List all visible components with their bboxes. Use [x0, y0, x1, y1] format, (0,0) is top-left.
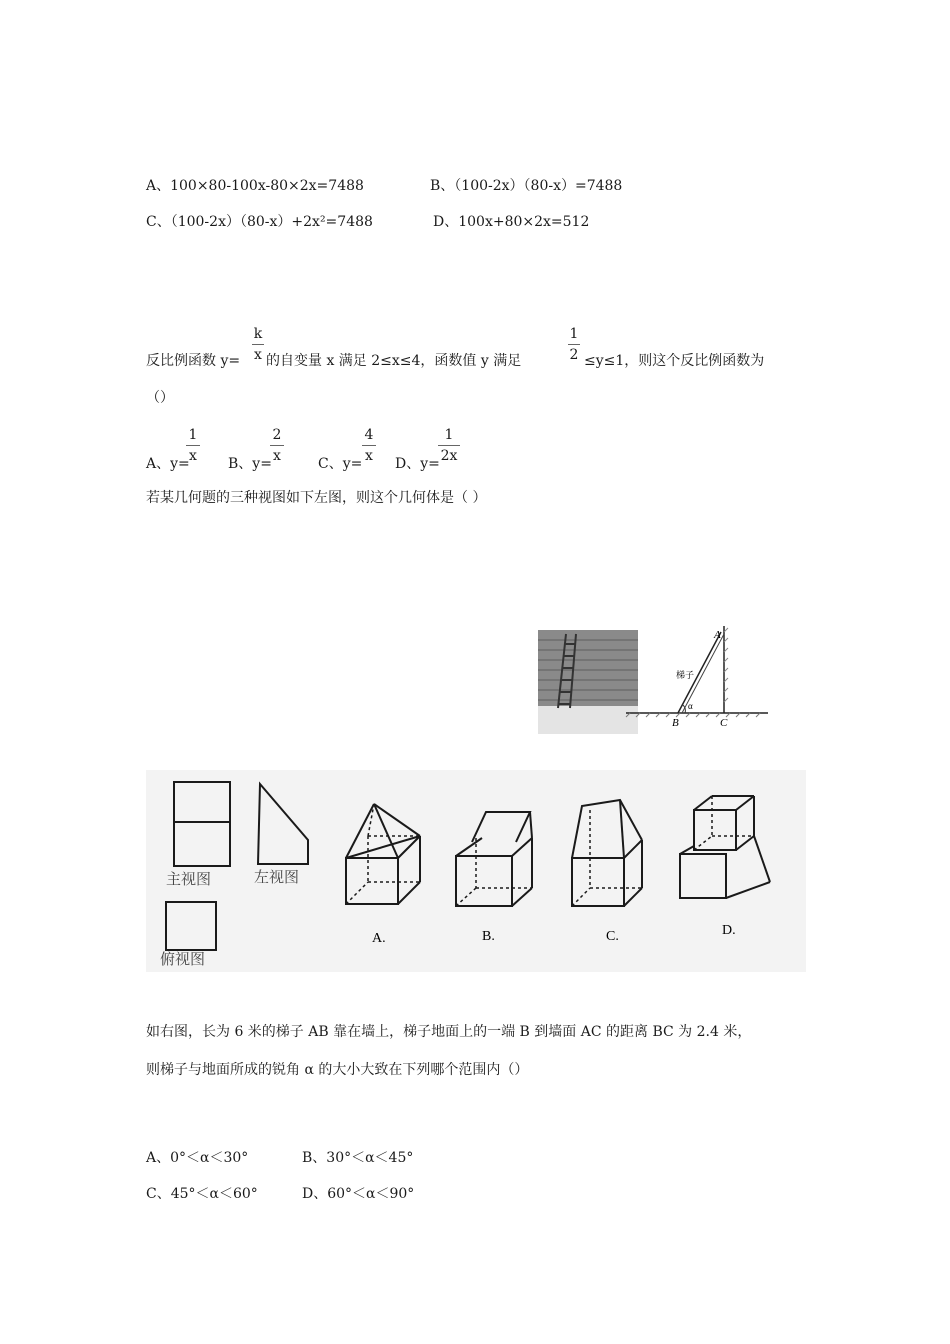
fraction-numerator: 1 [569, 326, 579, 342]
choice-d-label: D. [722, 923, 736, 938]
fraction-bar [186, 445, 200, 446]
point-b-label: B [672, 717, 679, 729]
angle-alpha-label: α [688, 701, 693, 711]
q2-option-d-label: D、y= [395, 456, 440, 472]
fraction-denominator: 2x [440, 448, 458, 464]
q2-option-a-fraction [186, 427, 200, 464]
three-views-figure [146, 770, 806, 972]
fraction-denominator: x [365, 448, 373, 464]
q2-stem-part3: ≤y≤1，则这个反比例函数为 [584, 353, 765, 369]
point-c-label: C [720, 717, 728, 729]
fraction-numerator: 1 [188, 427, 198, 443]
fraction-bar [252, 344, 264, 345]
choice-b-label: B. [482, 929, 495, 944]
q4-option-b: B、30°＜α＜45° [302, 1150, 414, 1166]
fraction-numerator: k [253, 326, 263, 342]
fraction-denominator: x [189, 448, 197, 464]
fraction-bar [568, 344, 580, 345]
q2-option-b-label: B、y= [228, 456, 272, 472]
ladder-label: 梯子 [676, 671, 695, 681]
q2-option-d-fraction [438, 427, 460, 464]
ground-photo [538, 706, 638, 734]
fraction-bar [438, 445, 460, 446]
q2-stem-part1: 反比例函数 y= [146, 353, 241, 369]
choice-c-label: C. [606, 929, 619, 944]
q1-option-a: A、100×80-100x-80×2x=7488 [146, 178, 364, 194]
point-a-label: A [714, 629, 721, 641]
brick-wall [538, 630, 638, 706]
left-view-label: 左视图 [254, 868, 300, 886]
fraction-bar [270, 445, 284, 446]
fraction-numerator: 2 [272, 427, 282, 443]
q2-option-c-fraction [362, 427, 376, 464]
q2-fraction-one-half [568, 326, 580, 363]
q2-option-c-label: C、y= [318, 456, 363, 472]
q4-option-a: A、0°＜α＜30° [146, 1150, 249, 1166]
fraction-numerator: 1 [444, 427, 454, 443]
choice-a-label: A. [372, 931, 386, 946]
top-view-label: 俯视图 [160, 950, 206, 968]
fraction-numerator: 4 [364, 427, 374, 443]
q4-stem-line2: 则梯子与地面所成的锐角 α 的大小大致在下列哪个范围内（） [146, 1062, 529, 1078]
q1-option-d: D、100x+80×2x=512 [433, 214, 590, 230]
q2-option-b-fraction [270, 427, 284, 464]
q2-option-a-label: A、y= [146, 456, 190, 472]
fraction-denominator: x [254, 347, 262, 363]
q4-stem-line1: 如右图，长为 6 米的梯子 AB 靠在墙上，梯子地面上的一端 B 到墙面 AC 的距离 BC 为 2.4 米， [146, 1024, 752, 1040]
ladder-figure [528, 620, 780, 735]
q1-option-b: B、（100-2x）（80-x）=7488 [430, 178, 623, 194]
front-view-label: 主视图 [166, 870, 212, 888]
q2-fraction-k-over-x [252, 326, 264, 363]
q4-option-d: D、60°＜α＜90° [302, 1186, 415, 1202]
fraction-denominator: x [273, 448, 281, 464]
q2-stem-part2: 的自变量 x 满足 2≤x≤4，函数值 y 满足 [266, 353, 522, 369]
q2-answer-paren: （） [146, 390, 174, 406]
fraction-bar [362, 445, 376, 446]
q1-option-c: C、（100-2x）（80-x）+2x²=7488 [146, 214, 373, 230]
q3-stem: 若某几何题的三种视图如下左图，则这个几何体是（ ） [146, 490, 487, 506]
q4-option-c: C、45°＜α＜60° [146, 1186, 258, 1202]
fraction-denominator: 2 [569, 347, 579, 363]
